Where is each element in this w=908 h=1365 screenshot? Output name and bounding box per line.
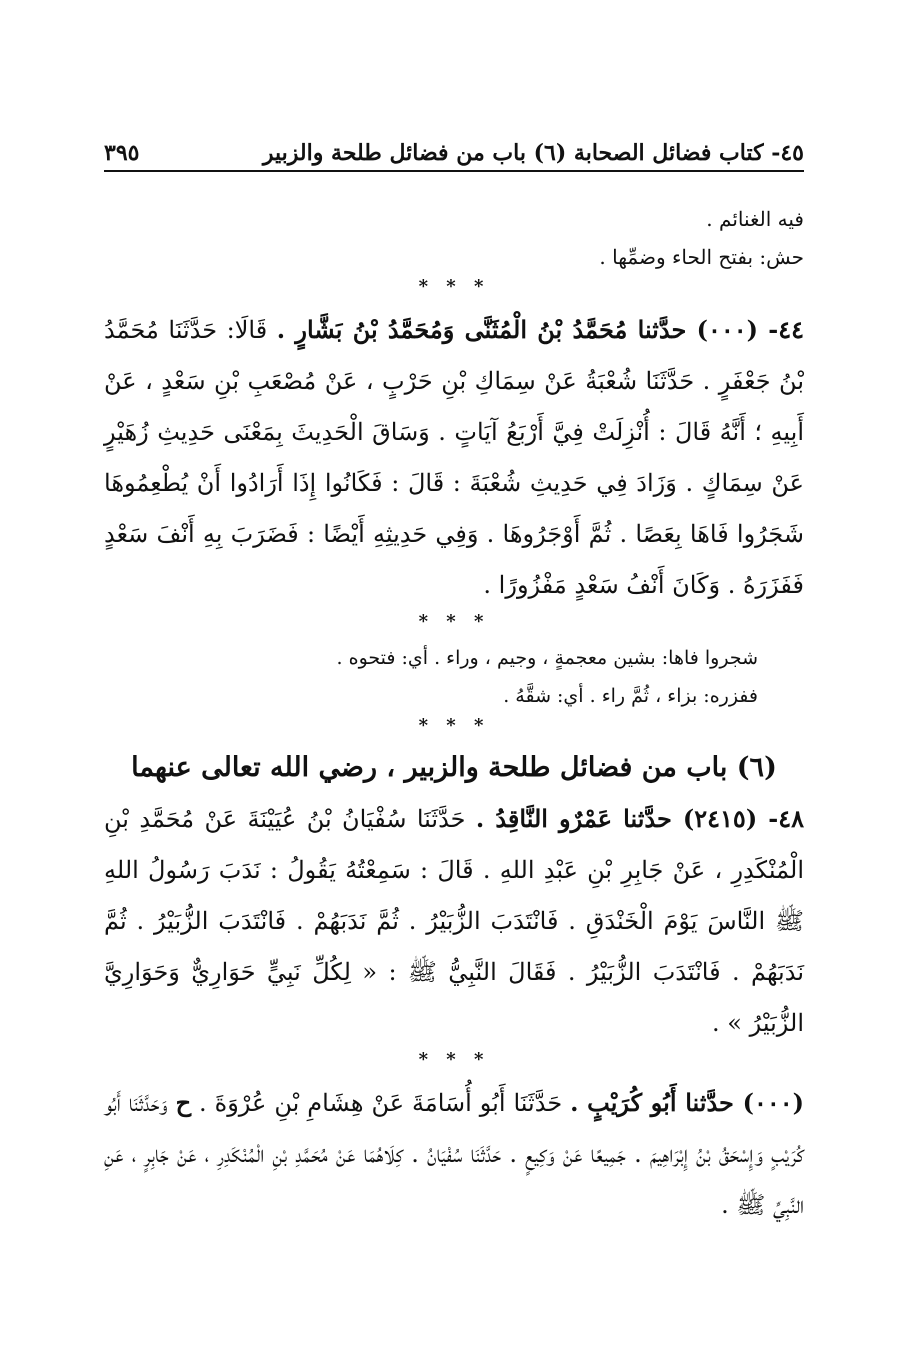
hadith-48-heading: ٤٨- (٢٤١٥) حدَّثنا عَمْرٌو النَّاقِدُ . bbox=[475, 804, 804, 833]
hadith-44 bbox=[104, 304, 804, 611]
hadith-final-text: حَدَّثَنَا أَبُو أُسَامَةَ عَنْ هِشَامِ بْنِ عُرْوَةَ . bbox=[199, 1089, 563, 1117]
chapter-title: (٦) باب من فضائل طلحة والزبير ، رضي الله تعالى عنهما bbox=[131, 752, 777, 783]
hadith-final-heading: (٠٠٠) حدَّثنا أَبُو كُرَيْبٍ . bbox=[570, 1088, 804, 1117]
page-content bbox=[104, 200, 804, 1231]
gloss-line-1: شجروا فاها: بشين معجمةٍ ، وجيم ، وراء . أي: فتحوه . bbox=[336, 647, 758, 669]
hadith-final-text-2: وَحَدَّثَنَا أَبُو كُرَيْبٍ وَإِسْحَقُ بْنُ إِبْرَاهِيمَ . جَمِيعًا عَنْ وَكِيعٍ . حَدَّثَنَا سُفْيَانُ . كِلَاهُمَا عَنْ مُحَمَّدِ بْنِ الْمُنْكَدِرِ ، عَنْ جَابِرٍ ، عَنِ النَّبِيِّ ﷺ . bbox=[104, 1089, 804, 1219]
section-separator: * * * bbox=[418, 1049, 490, 1070]
hadith-48 bbox=[104, 793, 804, 1049]
section-separator: * * * bbox=[418, 715, 490, 736]
hadith-44-text: قَالَا: حَدَّثَنَا مُحَمَّدُ بْنُ جَعْفَرٍ . حَدَّثَنَا شُعْبَةُ عَنْ سِمَاكِ بْنِ حَرْبٍ ، عَنْ مُصْعَبِ بْنِ سَعْدٍ ، عَنْ أَبِيهِ ؛ أَنَّهُ قَالَ : أُنْزِلَتْ فِيَّ أَرْبَعُ آيَاتٍ . وَسَاقَ الْحَدِيثَ بِمَعْنَى حَدِيثِ زُهَيْرٍ عَنْ سِمَاكٍ . وَزَادَ فِي حَدِيثِ شُعْبَةَ : قَالَ : فَكَانُوا إِذَا أَرَادُوا أَنْ يُطْعِمُوهَا شَجَرُوا فَاهَا بِعَصًا . ثُمَّ أَوْجَرُوهَا . وَفِي حَدِيثِهِ أَيْضًا : فَضَرَبَ بِهِ أَنْفَ سَعْدٍ فَفَزَرَهُ . وَكَانَ أَنْفُ سَعْدٍ مَفْزُورًا . bbox=[104, 316, 804, 599]
gloss-line-2: ففزره: بزاء ، ثُمَّ راء . أي: شقَّهُ . bbox=[503, 685, 758, 707]
section-separator: * * * bbox=[418, 276, 490, 297]
hadith-final bbox=[104, 1077, 804, 1231]
hadith-48-text: حَدَّثَنَا سُفْيَانُ بْنُ عُيَيْنَةَ عَنْ مُحَمَّدِ بْنِ الْمُنْكَدِرِ ، عَنْ جَابِرِ بْنِ عَبْدِ اللهِ . قَالَ : سَمِعْتُهُ يَقُولُ : نَدَبَ رَسُولُ اللهِ ﷺ النَّاسَ يَوْمَ الْخَنْدَقِ . فَانْتَدَبَ الزُّبَيْرُ . ثُمَّ نَدَبَهُمْ . فَانْتَدَبَ الزُّبَيْرُ . ثُمَّ نَدَبَهُمْ . فَانْتَدَبَ الزُّبَيْرُ . فَقَالَ النَّبِيُّ ﷺ : « لِكُلِّ نَبِيٍّ حَوَارِيٌّ وَحَوَارِيَّ الزُّبَيْرُ » . bbox=[104, 805, 804, 1037]
running-header bbox=[104, 136, 804, 172]
page-number: ٣٩٥ bbox=[104, 140, 140, 166]
tahwil-symbol: ح bbox=[175, 1088, 192, 1117]
section-separator: * * * bbox=[418, 611, 490, 632]
hadith-44-heading: ٤٤- (٠٠٠) حدَّثنا مُحَمَّدُ بْنُ الْمُثَنَّى وَمُحَمَّدُ بْنُ بَشَّارٍ . bbox=[276, 315, 805, 344]
note-line-1: فيه الغنائم . bbox=[706, 207, 804, 231]
header-title: ٤٥- كتاب فضائل الصحابة (٦) باب من فضائل طلحة والزبير bbox=[262, 140, 804, 166]
note-line-2: حش: بفتح الحاء وضمِّها . bbox=[599, 245, 804, 269]
